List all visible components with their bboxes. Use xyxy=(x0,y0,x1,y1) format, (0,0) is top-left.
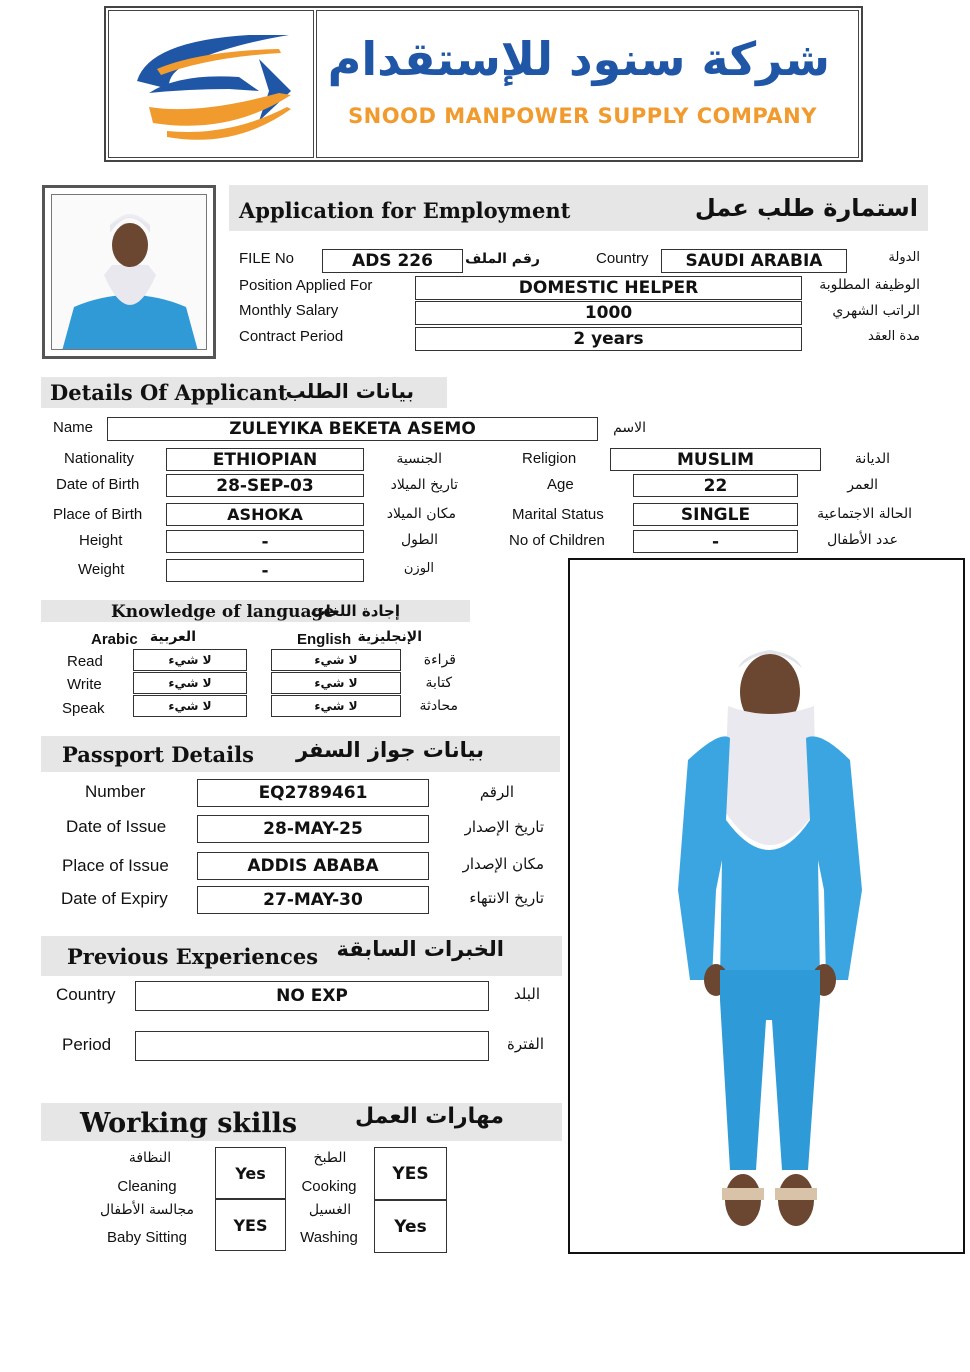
issue-date-value: 28-MAY-25 xyxy=(197,815,429,843)
exp-period-ar: الفترة xyxy=(507,1035,544,1053)
cooking-ar: الطبخ xyxy=(313,1150,347,1166)
children-value: - xyxy=(633,530,798,553)
english-write-value: لا شيء xyxy=(271,672,401,694)
person-full-body-icon xyxy=(570,560,963,1252)
weight-ar: الوزن xyxy=(403,561,434,576)
speak-ar: محادثة xyxy=(419,698,458,714)
country-value: SAUDI ARABIA xyxy=(661,249,847,273)
exp-period-value xyxy=(135,1031,489,1061)
religion-value: MUSLIM xyxy=(610,448,821,471)
contract-value: 2 years xyxy=(415,327,802,351)
arabic-speak-value: لا شيء xyxy=(133,695,247,717)
height-ar: الطول xyxy=(400,532,438,548)
babysitting-value: YES xyxy=(215,1199,286,1251)
language-title-ar: إجادة اللغات xyxy=(310,602,400,620)
logo-cell xyxy=(108,10,314,158)
file-no-ar: رقم الملف xyxy=(465,251,540,267)
passport-number-ar: الرقم xyxy=(479,783,514,801)
applicant-photo-full xyxy=(568,558,965,1254)
children-label: No of Children xyxy=(509,532,605,549)
file-no-label: FILE No xyxy=(239,250,295,267)
salary-label: Monthly Salary xyxy=(239,302,339,319)
age-label: Age xyxy=(547,476,574,493)
applicant-title-en: Details Of Applicant xyxy=(50,380,288,405)
expiry-value: 27-MAY-30 xyxy=(197,886,429,914)
salary-value: 1000 xyxy=(415,301,802,325)
issue-date-ar: تاريخ الإصدار xyxy=(464,818,544,836)
file-no-value: ADS 226 xyxy=(322,249,463,273)
marital-value: SINGLE xyxy=(633,503,798,526)
pob-ar: مكان الميلاد xyxy=(386,506,456,522)
cleaning-label: Cleaning xyxy=(117,1178,177,1195)
arabic-col-ar: العربية xyxy=(149,629,196,645)
cooking-label: Cooking xyxy=(301,1178,357,1195)
name-label: Name xyxy=(53,419,94,436)
washing-label: Washing xyxy=(300,1229,358,1246)
issue-place-label: Place of Issue xyxy=(62,856,169,875)
passport-title-ar: بيانات جواز السفر xyxy=(295,738,484,762)
name-ar: الاسم xyxy=(613,420,646,436)
expiry-ar: تاريخ الانتهاء xyxy=(469,889,544,907)
washing-value: Yes xyxy=(374,1200,447,1253)
country-ar: الدولة xyxy=(888,250,920,265)
pob-label: Place of Birth xyxy=(53,506,143,523)
age-value: 22 xyxy=(633,474,798,497)
cooking-value: YES xyxy=(374,1147,447,1200)
experience-title-en: Previous Experiences xyxy=(67,944,319,969)
exp-period-label: Period xyxy=(62,1035,112,1054)
company-name-en: SNOOD MANPOWER SUPPLY COMPANY xyxy=(348,104,817,128)
english-col-ar: الإنجليزية xyxy=(357,629,422,645)
position-ar: الوظيفة المطلوبة xyxy=(819,277,920,293)
exp-country-ar: البلد xyxy=(513,985,540,1003)
arabic-read-value: لا شيء xyxy=(133,649,247,671)
passport-number-value: EQ2789461 xyxy=(197,779,429,807)
application-title-en: Application for Employment xyxy=(239,198,571,223)
application-title-ar: استمارة طلب عمل xyxy=(694,194,918,222)
salary-ar: الراتب الشهري xyxy=(832,303,920,319)
applicant-title-ar: بيانات الطلب xyxy=(285,379,414,403)
marital-ar: الحالة الاجتماعية xyxy=(817,506,912,522)
skills-title-en: Working skills xyxy=(80,1108,298,1139)
religion-ar: الديانة xyxy=(854,451,890,467)
issue-date-label: Date of Issue xyxy=(66,817,167,836)
exp-country-value: NO EXP xyxy=(135,981,489,1011)
arabic-write-value: لا شيء xyxy=(133,672,247,694)
dob-label: Date of Birth xyxy=(56,476,140,493)
english-col-label: English xyxy=(297,631,352,648)
babysitting-label: Baby Sitting xyxy=(106,1229,188,1246)
pob-value: ASHOKA xyxy=(166,503,364,526)
read-label: Read xyxy=(67,653,103,670)
experience-title-ar: الخبرات السابقة xyxy=(336,937,504,961)
nationality-ar: الجنسية xyxy=(396,451,442,467)
country-label: Country xyxy=(596,250,649,267)
babysitting-ar: مجالسة الأطفال xyxy=(99,1202,195,1218)
position-label: Position Applied For xyxy=(239,277,373,294)
company-logo-icon xyxy=(109,11,315,159)
height-label: Height xyxy=(79,532,123,549)
marital-label: Marital Status xyxy=(512,506,604,523)
dob-value: 28-SEP-03 xyxy=(166,474,364,497)
passport-title-en: Passport Details xyxy=(62,742,254,767)
issue-place-value: ADDIS ABABA xyxy=(197,852,429,880)
position-value: DOMESTIC HELPER xyxy=(415,276,802,300)
person-portrait-icon xyxy=(52,195,207,350)
english-read-value: لا شيء xyxy=(271,649,401,671)
weight-label: Weight xyxy=(78,561,125,578)
weight-value: - xyxy=(166,559,364,582)
cleaning-ar: النظافة xyxy=(128,1150,172,1166)
name-value: ZULEYIKA BEKETA ASEMO xyxy=(107,417,598,441)
age-ar: العمر xyxy=(847,477,878,493)
washing-ar: الغسيل xyxy=(308,1202,352,1218)
english-speak-value: لا شيء xyxy=(271,695,401,717)
speak-label: Speak xyxy=(62,700,105,717)
language-title-en: Knowledge of language xyxy=(111,602,335,622)
religion-label: Religion xyxy=(522,450,577,467)
children-ar: عدد الأطفال xyxy=(827,532,898,548)
expiry-label: Date of Expiry xyxy=(61,889,168,908)
write-ar: كتابة xyxy=(425,675,452,691)
cleaning-value: Yes xyxy=(215,1147,286,1199)
dob-ar: تاريخ الميلاد xyxy=(390,477,458,493)
nationality-value: ETHIOPIAN xyxy=(166,448,364,471)
company-name-ar: شركة سنود للإستقدام xyxy=(327,32,830,86)
applicant-photo-small xyxy=(42,185,216,359)
arabic-col-label: Arabic xyxy=(91,631,138,648)
skills-title-ar: مهارات العمل xyxy=(355,1104,504,1129)
nationality-label: Nationality xyxy=(64,450,135,467)
contract-label: Contract Period xyxy=(239,328,344,345)
write-label: Write xyxy=(67,676,102,693)
passport-number-label: Number xyxy=(85,782,146,801)
exp-country-label: Country xyxy=(56,985,116,1004)
read-ar: قراءة xyxy=(423,652,456,668)
height-value: - xyxy=(166,530,364,553)
contract-ar: مدة العقد xyxy=(868,329,920,344)
issue-place-ar: مكان الإصدار xyxy=(462,855,544,873)
